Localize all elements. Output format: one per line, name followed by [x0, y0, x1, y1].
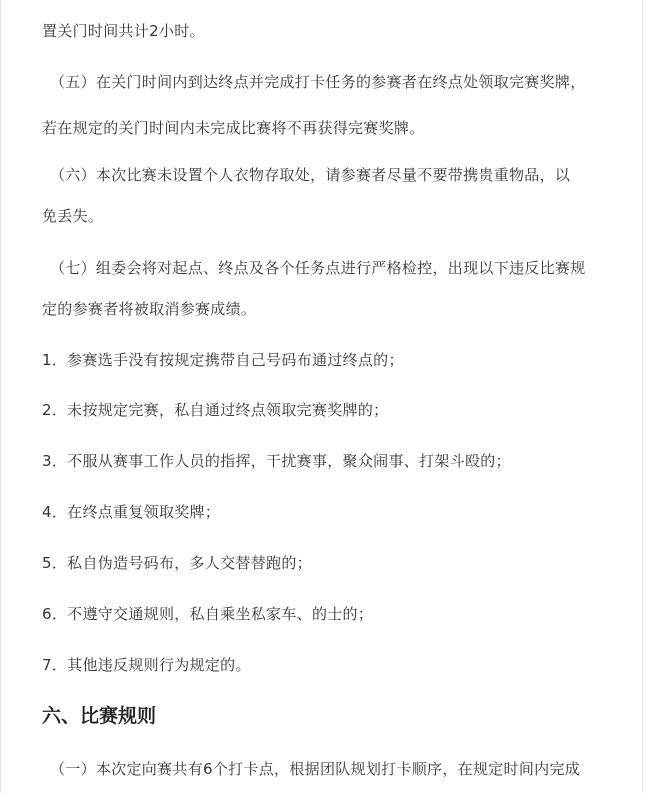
section-heading: 六、比赛规则 — [42, 705, 157, 727]
list-item: 4．在终点重复领取奖牌； — [42, 503, 221, 521]
text-line: （六）本次比赛未设置个人衣物存取处，请参赛者尽量不要带携贵重物品，以 — [50, 166, 571, 184]
list-item: 1．参赛选手没有按规定携带自己号码布通过终点的； — [42, 351, 404, 369]
text-line: （七）组委会将对起点、终点及各个任务点进行严格检控，出现以下违反比赛规 — [50, 259, 586, 277]
text-line: 置关门时间共计2小时。 — [42, 22, 205, 40]
text-line: 免丢失。 — [42, 207, 104, 225]
list-item: 3．不服从赛事工作人员的指挥，干扰赛事，聚众闹事、打架斗殴的； — [42, 452, 511, 470]
text-line: 定的参赛者将被取消参赛成绩。 — [42, 300, 257, 318]
list-item: 2．未按规定完赛，私自通过终点领取完赛奖牌的； — [42, 401, 389, 419]
text-line: （五）在关门时间内到达终点并完成打卡任务的参赛者在终点处领取完赛奖牌， — [50, 73, 586, 91]
list-item: 6．不遵守交通规则，私自乘坐私家车、的士的； — [42, 605, 374, 623]
list-item: 5．私自伪造号码布，多人交替替跑的； — [42, 554, 312, 572]
text-line: （一）本次定向赛共有6个打卡点，根据团队规划打卡顺序，在规定时间内完成 — [50, 760, 581, 778]
list-item: 7．其他违反规则行为规定的。 — [42, 656, 251, 674]
text-line: 若在规定的关门时间内未完成比赛将不再获得完赛奖牌。 — [42, 119, 425, 137]
